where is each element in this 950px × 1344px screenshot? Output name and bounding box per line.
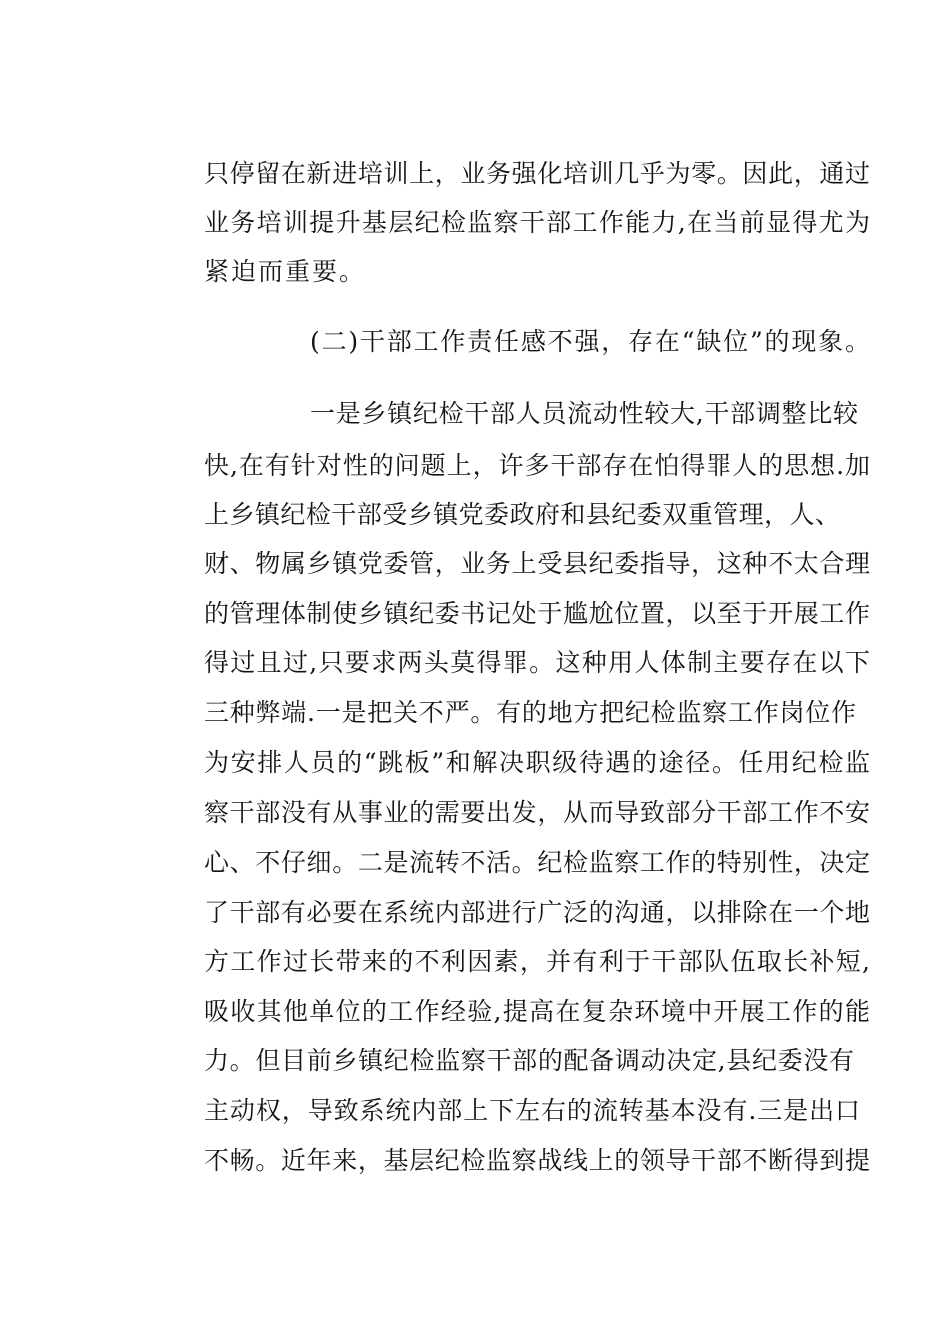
text-line-20: 不畅。近年来，基层纪检监察战线上的领导干部不断得到提 xyxy=(204,1146,870,1175)
text-line-12: 为安排人员的“跳板”和解决职级待遇的途径。任用纪检监 xyxy=(204,748,870,777)
text-line-14: 心、不仔细。二是流转不活。纪检监察工作的特别性，决定 xyxy=(204,848,870,877)
text-line-1: 只停留在新进培训上，业务强化培训几乎为零。因此，通过 xyxy=(204,159,870,188)
text-line-2: 业务培训提升基层纪检监察干部工作能力,在当前显得尤为 xyxy=(204,208,870,237)
text-line-19: 主动权，导致系统内部上下左右的流转基本没有.三是出口 xyxy=(204,1096,860,1125)
text-line-18: 力。但目前乡镇纪检监察干部的配备调动决定,县纪委没有 xyxy=(204,1046,854,1075)
text-line-8: 财、物属乡镇党委管，业务上受县纪委指导，这种不太合理 xyxy=(204,549,870,578)
text-line-9: 的管理体制使乡镇纪委书记处于尴尬位置，以至于开展工作 xyxy=(204,599,870,628)
text-line-11: 三种弊端.一是把关不严。有的地方把纪检监察工作岗位作 xyxy=(204,698,856,727)
text-line-7: 上乡镇纪检干部受乡镇党委政府和县纪委双重管理，人、 xyxy=(204,500,840,529)
text-line-17: 吸收其他单位的工作经验,提高在复杂环境中开展工作的能 xyxy=(204,997,870,1026)
text-line-15: 了干部有必要在系统内部进行广泛的沟通，以排除在一个地 xyxy=(204,898,870,927)
section-heading: (二)干部工作责任感不强，存在“缺位”的现象。 xyxy=(310,327,870,356)
text-line-5: 一是乡镇纪检干部人员流动性较大,干部调整比较 xyxy=(310,399,858,428)
text-line-13: 察干部没有从事业的需要出发，从而导致部分干部工作不安 xyxy=(204,798,870,827)
text-line-3: 紧迫而重要。 xyxy=(204,257,367,286)
text-line-10: 得过且过,只要求两头莫得罪。这种用人体制主要存在以下 xyxy=(204,648,870,677)
text-line-6: 快,在有针对性的问题上，许多干部存在怕得罪人的思想.加 xyxy=(204,451,870,480)
text-line-16: 方工作过长带来的不利因素，并有利于干部队伍取长补短, xyxy=(204,947,870,976)
